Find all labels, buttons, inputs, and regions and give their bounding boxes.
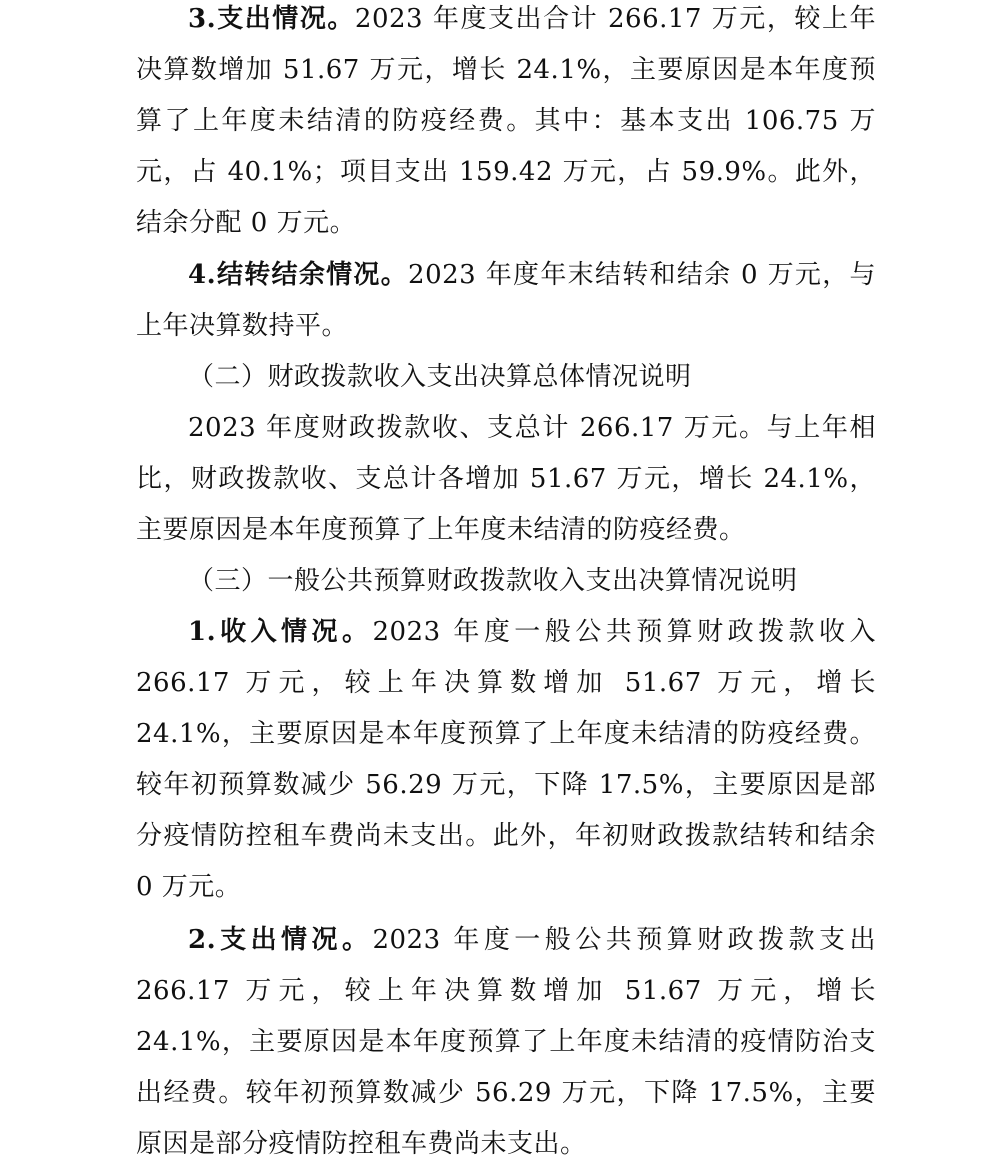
paragraph-carryover: [136, 250, 876, 352]
paragraph-body: 2023 年度支出合计 266.17 万元，较上年决算数增加 51.67 万元，增长 24.1%，主要原因是本年度预算了上年度未结清的防疫经费。其中：基本支出 106.75 万元，占 40.1%；项目支出 159.42 万元，占 59.9%。此外，结余分配 0 万元。: [136, 4, 876, 238]
document-page: [136, 0, 876, 1170]
paragraph-lead: 1.收入情况。: [188, 617, 373, 647]
paragraph-body: 2023 年度年末结转和结余 0 万元，与上年决算数持平。: [136, 260, 876, 341]
paragraph-general-expenditure: [136, 915, 876, 1170]
section-heading-fiscal-overview: （二）财政拨款收入支出决算总体情况说明: [188, 362, 692, 392]
paragraph-lead: 3.支出情况。: [188, 4, 355, 34]
paragraph-body: 2023 年度财政拨款收、支总计 266.17 万元。与上年相比，财政拨款收、支总计各增加 51.67 万元，增长 24.1%，主要原因是本年度预算了上年度未结清的防疫经费。: [136, 413, 876, 545]
paragraph-body: 2023 年度一般公共预算财政拨款收入 266.17 万元，较上年决算数增加 51.67 万元，增长 24.1%，主要原因是本年度预算了上年度未结清的防疫经费。较年初预算数减少 56.29 万元，下降 17.5%，主要原因是部分疫情防控租车费尚未支出。此外，年初财政拨款结转和结余 0 万元。: [136, 617, 876, 902]
paragraph-lead: 2.支出情况。: [188, 925, 373, 955]
paragraph-lead: 4.结转结余情况。: [188, 260, 409, 290]
paragraph-fiscal-overview: [136, 403, 876, 556]
paragraph-expenditure: [136, 0, 876, 249]
paragraph-body: 2023 年度一般公共预算财政拨款支出 266.17 万元，较上年决算数增加 51.67 万元，增长 24.1%，主要原因是本年度预算了上年度未结清的疫情防治支出经费。较年初预算数减少 56.29 万元，下降 17.5%，主要原因是部分疫情防控租车费尚未支出。: [136, 925, 876, 1159]
section-heading-general-budget: （三）一般公共预算财政拨款收入支出决算情况说明: [188, 566, 798, 596]
paragraph-general-income: [136, 607, 876, 913]
